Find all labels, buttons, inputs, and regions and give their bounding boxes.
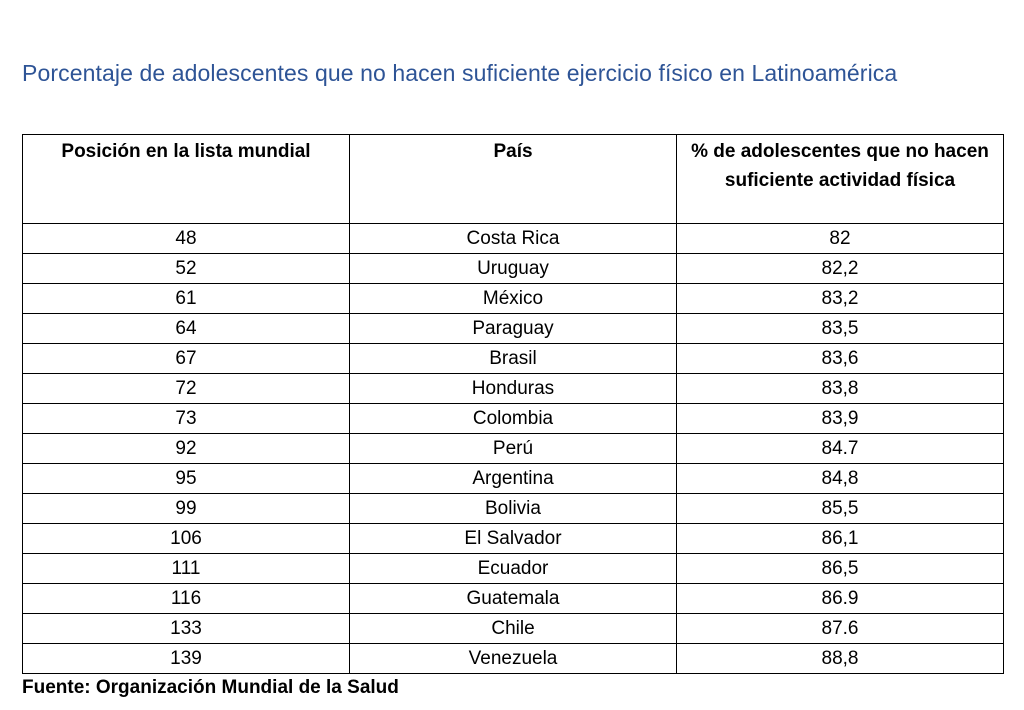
cell-position: 72 — [23, 374, 350, 404]
table-header-row — [23, 135, 1004, 224]
cell-country: Venezuela — [350, 644, 677, 674]
cell-country: México — [350, 284, 677, 314]
cell-position: 73 — [23, 404, 350, 434]
cell-percentage: 83,6 — [677, 344, 1004, 374]
cell-percentage: 83,5 — [677, 314, 1004, 344]
cell-percentage: 83,9 — [677, 404, 1004, 434]
cell-position: 95 — [23, 464, 350, 494]
table-row — [23, 464, 1004, 494]
cell-percentage: 82,2 — [677, 254, 1004, 284]
cell-country: Brasil — [350, 344, 677, 374]
header-position: Posición en la lista mundial — [23, 135, 350, 224]
cell-percentage: 83,2 — [677, 284, 1004, 314]
table-row — [23, 554, 1004, 584]
cell-position: 116 — [23, 584, 350, 614]
cell-percentage: 86,5 — [677, 554, 1004, 584]
header-country: País — [350, 135, 677, 224]
table-row — [23, 494, 1004, 524]
cell-position: 48 — [23, 224, 350, 254]
cell-country: Uruguay — [350, 254, 677, 284]
page-title: Porcentaje de adolescentes que no hacen suficiente ejercicio físico en Latinoamérica — [22, 60, 898, 86]
table-row — [23, 224, 1004, 254]
cell-country: El Salvador — [350, 524, 677, 554]
cell-position: 64 — [23, 314, 350, 344]
table-body — [23, 224, 1004, 674]
table-row — [23, 374, 1004, 404]
cell-position: 99 — [23, 494, 350, 524]
cell-country: Honduras — [350, 374, 677, 404]
table-row — [23, 344, 1004, 374]
table-row — [23, 434, 1004, 464]
cell-country: Costa Rica — [350, 224, 677, 254]
cell-position: 133 — [23, 614, 350, 644]
table-row — [23, 254, 1004, 284]
table-row — [23, 284, 1004, 314]
data-table — [22, 134, 1004, 674]
cell-country: Chile — [350, 614, 677, 644]
table-row — [23, 314, 1004, 344]
cell-position: 106 — [23, 524, 350, 554]
cell-country: Argentina — [350, 464, 677, 494]
cell-percentage: 86,1 — [677, 524, 1004, 554]
cell-percentage: 85,5 — [677, 494, 1004, 524]
cell-percentage: 88,8 — [677, 644, 1004, 674]
cell-percentage: 86.9 — [677, 584, 1004, 614]
table-row — [23, 524, 1004, 554]
table-row — [23, 584, 1004, 614]
header-percentage: % de adolescentes que no hacen suficiente actividad física — [677, 135, 1004, 224]
source-note: Fuente: Organización Mundial de la Salud — [22, 677, 399, 698]
cell-position: 111 — [23, 554, 350, 584]
table-row — [23, 404, 1004, 434]
cell-country: Perú — [350, 434, 677, 464]
cell-percentage: 84,8 — [677, 464, 1004, 494]
cell-percentage: 82 — [677, 224, 1004, 254]
table-row — [23, 614, 1004, 644]
cell-country: Bolivia — [350, 494, 677, 524]
cell-country: Ecuador — [350, 554, 677, 584]
cell-position: 67 — [23, 344, 350, 374]
cell-position: 92 — [23, 434, 350, 464]
table-row — [23, 644, 1004, 674]
cell-position: 52 — [23, 254, 350, 284]
cell-percentage: 87.6 — [677, 614, 1004, 644]
cell-country: Guatemala — [350, 584, 677, 614]
cell-position: 61 — [23, 284, 350, 314]
cell-percentage: 84.7 — [677, 434, 1004, 464]
cell-position: 139 — [23, 644, 350, 674]
cell-country: Colombia — [350, 404, 677, 434]
cell-percentage: 83,8 — [677, 374, 1004, 404]
cell-country: Paraguay — [350, 314, 677, 344]
